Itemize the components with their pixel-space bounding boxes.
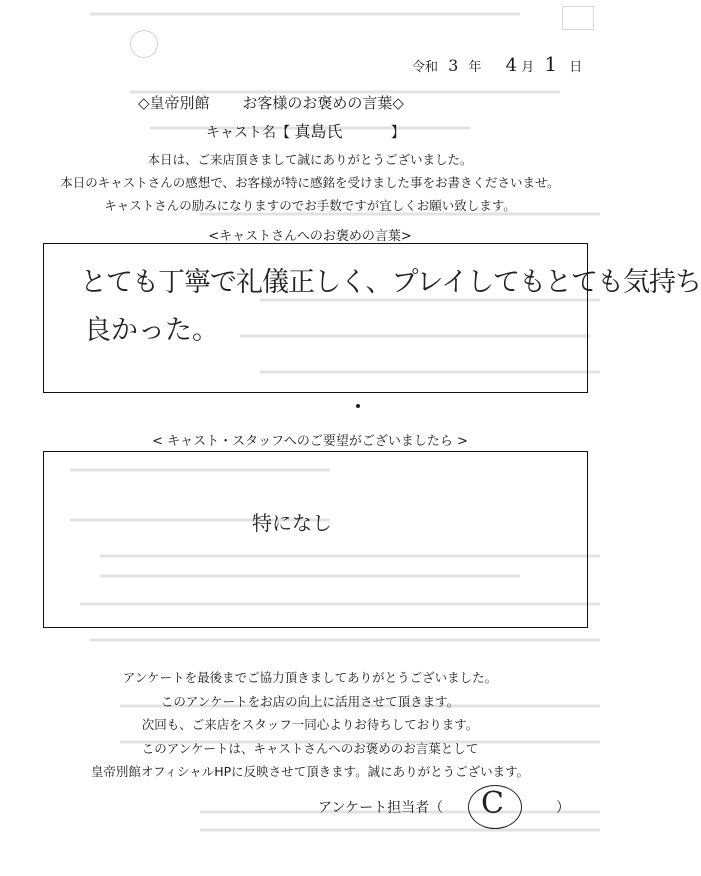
praise-text-line-1: とても丁寧で礼儀正しく、プレイしてもとても気持ち bbox=[80, 267, 701, 298]
closing-line-2: このアンケートをお店の向上に活用させて頂きます。 bbox=[160, 694, 460, 709]
date-year-label: 年 bbox=[468, 60, 482, 75]
staff-close: ） bbox=[556, 800, 570, 816]
date-month-label: 月 bbox=[521, 60, 535, 75]
request-box bbox=[43, 451, 588, 628]
staff-line bbox=[318, 797, 443, 817]
praise-heading: <キャストさんへのお褒めの言葉> bbox=[208, 229, 412, 244]
praise-text-line-2: 良かった。 bbox=[84, 315, 219, 346]
request-heading: < キャスト・スタッフへのご要望がございましたら > bbox=[152, 434, 468, 449]
request-answer: 特になし bbox=[252, 511, 332, 535]
intro-line-2: 本日のキャストさんの感想で、お客様が特に感銘を受けました事をお書きくださいませ。 bbox=[60, 175, 560, 190]
staff-value: C bbox=[481, 786, 504, 821]
staff-label: アンケート担当者（ bbox=[318, 800, 444, 816]
cast-close: 】 bbox=[390, 125, 405, 141]
closing-line-4: このアンケートは、キャストさんへのお褒めのお言葉として bbox=[141, 741, 479, 756]
date-line bbox=[412, 52, 582, 76]
closing-line-1: アンケートを最後までご協力頂きましてありがとうございました。 bbox=[122, 670, 498, 685]
page-title bbox=[138, 92, 404, 113]
date-era: 令和 bbox=[412, 60, 439, 75]
intro-line-1: 本日は、ご来店頂きまして誠にありがとうございました。 bbox=[147, 152, 473, 167]
date-day-label: 日 bbox=[569, 60, 583, 75]
closing-line-5: 皇帝別館オフィシャルHPに反映させて頂きます。誠にありがとうございます。 bbox=[90, 764, 530, 779]
title-right: お客様のお褒めの言葉◇ bbox=[242, 94, 404, 112]
date-month-value: 4 bbox=[505, 55, 518, 76]
cast-name-line bbox=[206, 119, 405, 142]
date-year-value: 3 bbox=[448, 56, 459, 75]
title-left: ◇皇帝別館 bbox=[138, 94, 210, 112]
dot-mark bbox=[356, 404, 360, 408]
closing-line-3: 次回も、ご来店をスタッフ一同心よりお待ちしております。 bbox=[141, 717, 479, 732]
intro-line-3: キャストさんの励みになりますのでお手数ですが宜しくお願い致します。 bbox=[104, 198, 516, 213]
cast-value: 真島氏 bbox=[294, 122, 343, 141]
praise-box bbox=[43, 243, 701, 393]
date-day-value: 1 bbox=[544, 52, 558, 76]
cast-label: キャスト名【 bbox=[206, 125, 290, 141]
